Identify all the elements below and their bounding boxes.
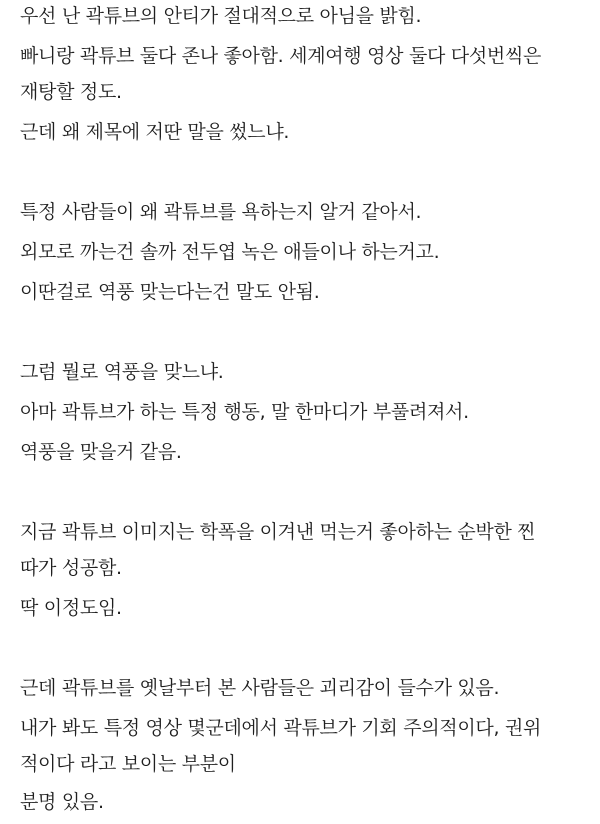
post-line: 근데 왜 제목에 저딴 말을 썼느냐. <box>20 121 290 143</box>
post-line: 내가 봐도 특정 영상 몇군데에서 곽튜브가 기회 주의적이다, 권위 <box>20 717 542 739</box>
post-line: 지금 곽튜브 이미지는 학폭을 이겨낸 먹는거 좋아하는 순박한 찐 <box>20 521 536 543</box>
post-line: 역풍을 맞을거 같음. <box>20 441 182 463</box>
post-line: 외모로 까는건 솔까 전두엽 녹은 애들이나 하는거고. <box>20 241 440 263</box>
post-line: 특정 사람들이 왜 곽튜브를 욕하는지 알거 같아서. <box>20 201 422 223</box>
post-line: 재탕할 정도. <box>20 81 122 103</box>
post-line: 아마 곽튜브가 하는 특정 행동, 말 한마디가 부풀려져서. <box>20 401 469 423</box>
post-line: 빠니랑 곽튜브 둘다 존나 좋아함. 세계여행 영상 둘다 다섯번씩은 <box>20 45 542 67</box>
post-line: 적이다 라고 보이는 부분이 <box>20 753 236 775</box>
post-line: 이딴걸로 역풍 맞는다는건 말도 안됨. <box>20 281 320 303</box>
post-line: 우선 난 곽튜브의 안티가 절대적으로 아님을 밝힘. <box>20 5 422 27</box>
post-line: 근데 곽튜브를 옛날부터 본 사람들은 괴리감이 들수가 있음. <box>20 677 500 699</box>
post-line: 따가 성공함. <box>20 557 122 579</box>
post-line: 분명 있음. <box>20 791 104 813</box>
post-line: 그럼 뭘로 역풍을 맞느냐. <box>20 361 224 383</box>
post-line: 딱 이정도임. <box>20 597 122 619</box>
